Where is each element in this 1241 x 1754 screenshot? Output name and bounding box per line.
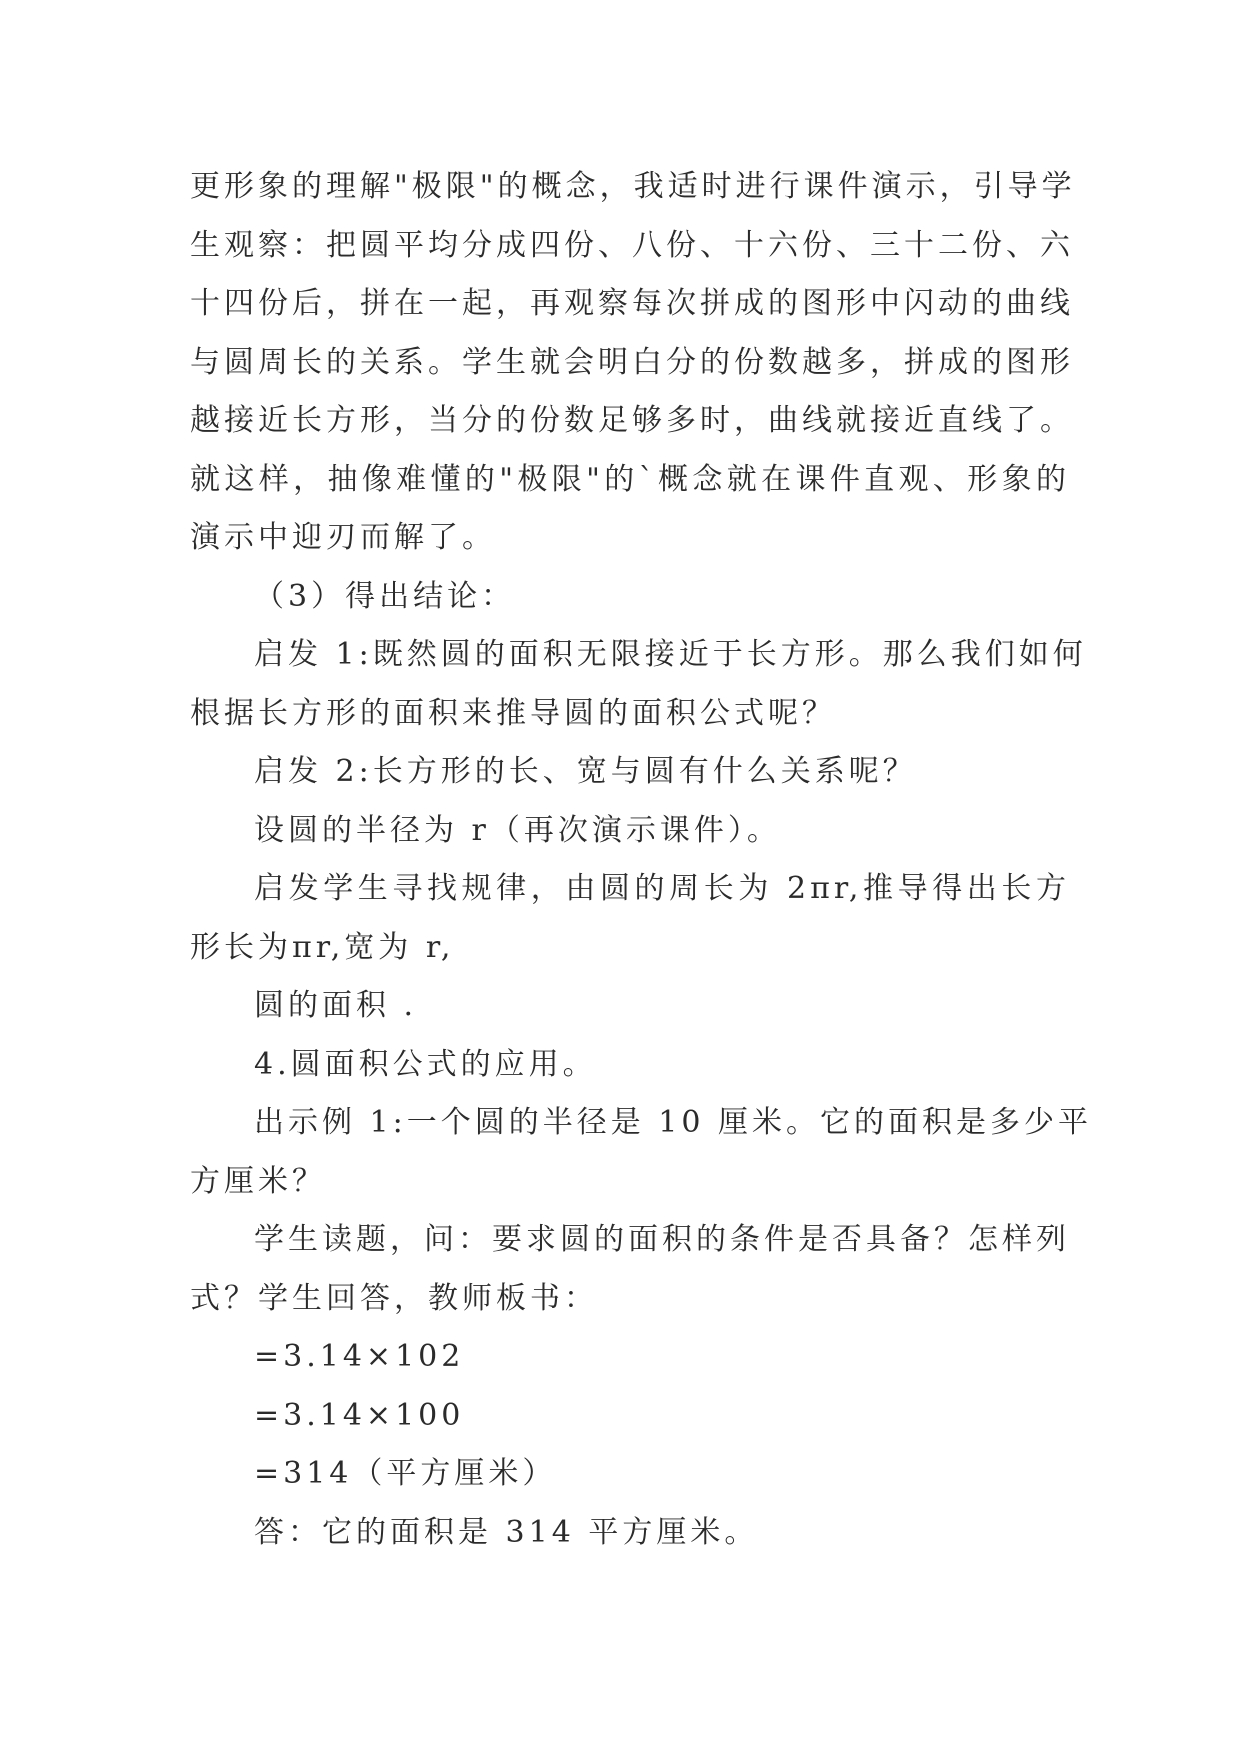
document-body (190, 158, 1092, 1562)
text-line: 学生读题，问：要求圆的面积的条件是否具备？怎样列 (254, 1222, 1070, 1257)
text-line: 式？学生回答，教师板书： (190, 1280, 598, 1316)
text-line: 方厘米？ (190, 1163, 326, 1199)
text-line: （3）得出结论： (254, 578, 516, 614)
paragraph-derivation (190, 860, 1070, 977)
text-line: =314（平方厘米） (254, 1456, 557, 1491)
text-line: 4.圆面积公式的应用。 (254, 1046, 597, 1082)
text-line: 更形象的理解"极限"的概念，我适时进行课件演示，引导学 (190, 169, 1076, 204)
text-line: 启发 1:既然圆的面积无限接近于长方形。那么我们如何 (254, 637, 1087, 672)
paragraph-hint-1 (190, 626, 1087, 743)
paragraph-student-reading (190, 1211, 1070, 1328)
paragraph-circle-area (190, 977, 1070, 1036)
text-line: =3.14×100 (254, 1397, 465, 1433)
text-line: 生观察：把圆平均分成四份、八份、十六份、三十二份、六 (190, 227, 1074, 263)
text-line: 启发学生寻找规律，由圆的周长为 2πr,推导得出长方 (254, 871, 1070, 906)
text-line: 出示例 1:一个圆的半径是 10 厘米。它的面积是多少平 (254, 1105, 1092, 1140)
paragraph-section-4 (190, 1036, 1070, 1095)
text-line: 就这样，抽像难懂的"极限"的`概念就在课件直观、形象的 (190, 461, 1070, 497)
text-line: 答：它的面积是 314 平方厘米。 (254, 1514, 759, 1550)
paragraph-example-1 (190, 1094, 1092, 1211)
paragraph-calc-step-2 (190, 1387, 1070, 1446)
text-line: =3.14×102 (254, 1339, 465, 1374)
text-line: 圆的面积 . (254, 988, 418, 1023)
paragraph-radius (190, 802, 1070, 861)
paragraph-answer (190, 1504, 1070, 1563)
text-line: 与圆周长的关系。学生就会明白分的份数越多，拼成的图形 (190, 344, 1074, 380)
text-line: 设圆的半径为 r（再次演示课件）。 (254, 812, 781, 848)
text-line: 根据长方形的面积来推导圆的面积公式呢？ (190, 695, 836, 731)
text-line: 启发 2:长方形的长、宽与圆有什么关系呢？ (254, 754, 917, 789)
paragraph-calc-step-3 (190, 1445, 1070, 1504)
text-line: 形长为πr,宽为 r, (190, 929, 455, 965)
paragraph-conclusion-heading (190, 568, 1070, 627)
text-line: 十四份后，拼在一起，再观察每次拼成的图形中闪动的曲线 (190, 286, 1074, 321)
paragraph-hint-2 (190, 743, 1070, 802)
text-line: 演示中迎刃而解了。 (190, 520, 496, 555)
paragraph-limit-concept (190, 158, 1076, 568)
text-line: 越接近长方形，当分的份数足够多时，曲线就接近直线了。 (190, 403, 1074, 438)
paragraph-calc-step-1 (190, 1328, 1070, 1387)
